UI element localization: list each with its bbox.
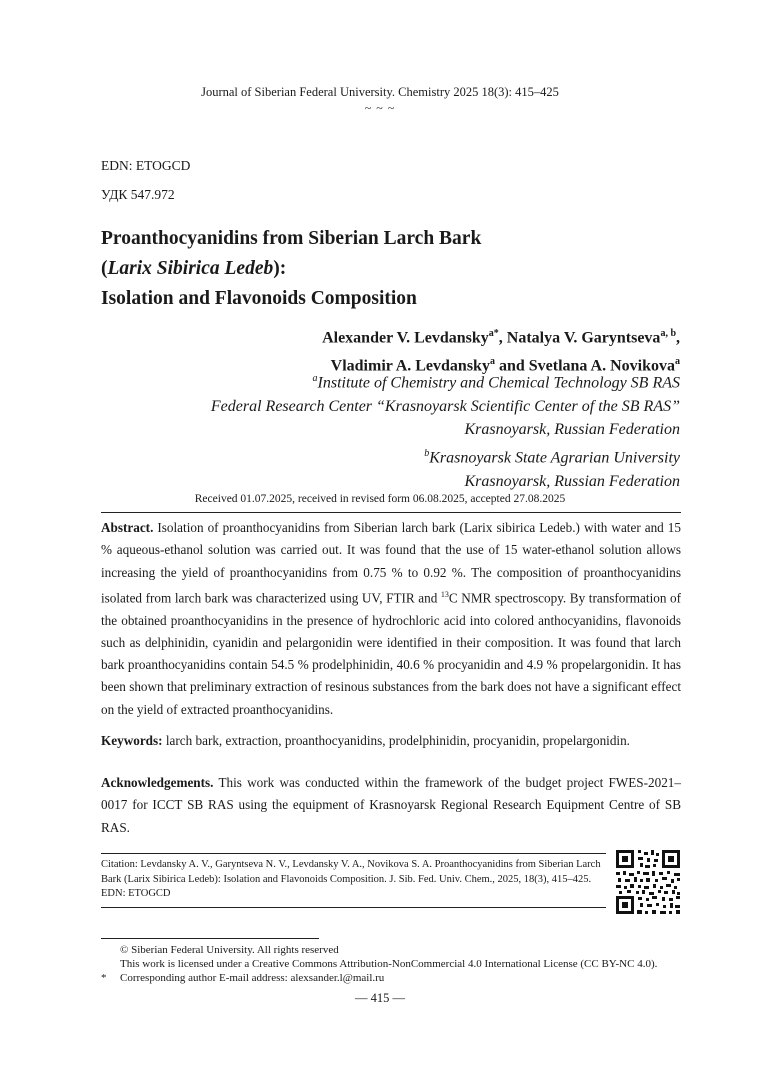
acknowledgements: Acknowledgements. This work was conducted within the framework of the budget project FWES-2021–0017 for ICCT SB RAS using the equipment of Krasnoyarsk Regional Research Equipment Centre of SB RAS. — [101, 775, 681, 835]
acknowledgements-label: Acknowledgements. — [101, 775, 214, 790]
divider — [101, 512, 681, 513]
title-line-3: Isolation and Flavonoids Composition — [101, 288, 417, 309]
copyright-notice: © Siberian Federal University. All rights reserved — [120, 944, 339, 956]
citation: Citation: Levdansky A. V., Garyntseva N. V., Levdansky V. A., Novikova S. A. Proanthocyanidins from Siberian Larch Bark (Larix Sibirica Ledeb): Isolation and Flavonoids Composition. J. Sib. Fed. Univ. Chem., 2025, 18(3), 415–425. EDN: ETOGCD — [101, 859, 601, 899]
footnote-divider — [101, 938, 319, 939]
divider — [101, 907, 606, 908]
license-notice: This work is licensed under a Creative Commons Attribution-NonCommercial 4.0 International License (CC BY-NC 4.0). — [120, 958, 658, 970]
title-line-2: (Larix Sibirica Ledeb): — [101, 258, 287, 279]
author-name: Alexander V. Levdansky — [322, 329, 489, 347]
author-name: Natalya V. Garyntseva — [506, 329, 661, 347]
qr-code-icon[interactable] — [616, 850, 680, 914]
udk-code: УДК 547.972 — [101, 187, 175, 202]
abstract-label: Abstract. — [101, 520, 154, 535]
keywords: Keywords: larch bark, extraction, proanthocyanidins, prodelphinidin, procyanidin, propelargonidin. — [101, 733, 630, 748]
affiliation-a-line-3: Krasnoyarsk, Russian Federation — [464, 421, 680, 439]
authors-line-1: Alexander V. Levdansky$^{a*}$, Natalya V. Garyntseva$^{a, b}$, — [322, 328, 680, 347]
abstract: Abstract. Isolation of proanthocyanidins from Siberian larch bark (Larix sibirica Ledeb.) with water and 15 % aqueous-ethanol solution was carried out. It was found that the use of 15 water-ethanol solution allows increasing the yield of proanthocyanidins from 0.75 % to 0.92 %. The composition of proanthocyanidins isolated from larch bark was characterized using UV, FTIR and $^{13}$C NMR spectroscopy. By transformation of the obtained proanthocyanidins in the presence of hydrochloric acid into colored anthocyanidins, flavonoids such as delphinidin, cyanidin and pelargonidin were identified in their composition. It was found that larch bark proanthocyanidins contain 54.5 % prodelphinidin, 40.6 % procyanidin and 4.9 % propelargonidin. It has been shown that preliminary extraction of resinous substances from the bark does not have a significant effect on the yield of extracted proanthocyanidins. — [101, 520, 681, 717]
article-title — [101, 224, 481, 314]
affiliation-b-line-2: Krasnoyarsk, Russian Federation — [464, 472, 680, 490]
affiliation-a-line-2: Federal Research Center “Krasnoyarsk Scientific Center of the SB RAS” — [210, 397, 680, 415]
header-ornament: ~ ~ ~ — [364, 101, 396, 115]
affiliation-b-line-1: $^b$Krasnoyarsk State Agrarian University — [424, 447, 680, 467]
keywords-label: Keywords: — [101, 733, 163, 748]
affiliations — [211, 367, 680, 493]
corresponding-author: Corresponding author E-mail address: alexsander.l@mail.ru — [120, 972, 385, 984]
received-dates: Received 01.07.2025, received in revised form 06.08.2025, accepted 27.08.2025 — [194, 493, 566, 505]
journal-header: Journal of Siberian Federal University. Chemistry 2025 18(3): 415–425 — [201, 85, 559, 99]
page-number: — 415 — — [355, 991, 405, 1005]
footnote-marker: * — [101, 972, 107, 984]
title-line-1: Proanthocyanidins from Siberian Larch Bark — [101, 228, 482, 249]
affiliation-a-line-1: $^a$Institute of Chemistry and Chemical Technology SB RAS — [312, 373, 680, 392]
author-name: Svetlana A. Novikova — [528, 357, 675, 375]
authors-line-2: Vladimir A. Levdansky$^a$ and Svetlana A. Novikova$^a$ — [330, 356, 680, 375]
divider — [101, 853, 606, 854]
author-name: Vladimir A. Levdansky — [330, 357, 490, 375]
edn-code: EDN: ETOGCD — [101, 158, 191, 173]
title-species: Larix Sibirica Ledeb — [107, 258, 274, 279]
